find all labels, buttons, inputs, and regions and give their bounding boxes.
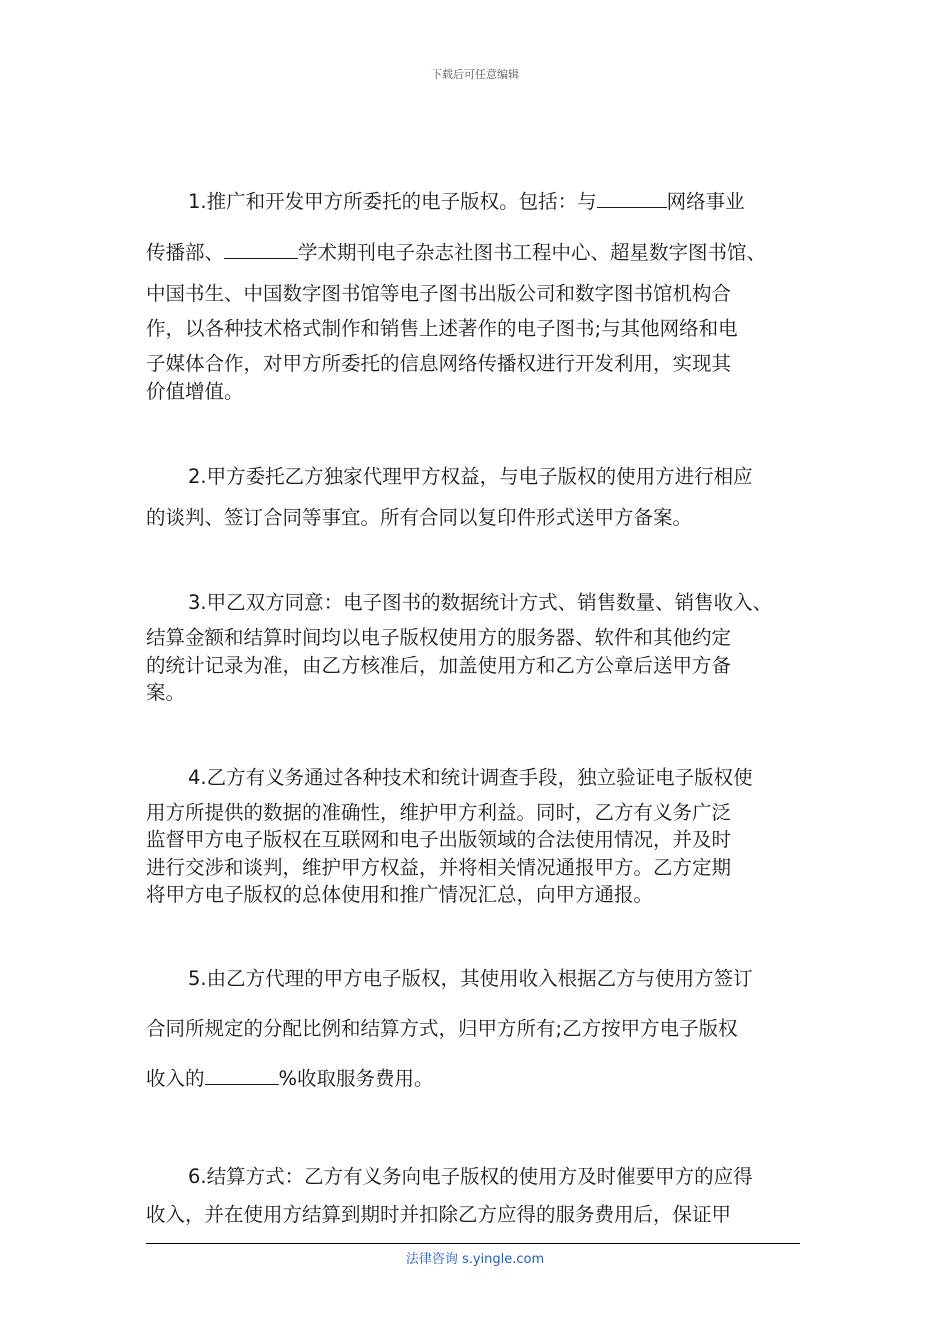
footer-divider [146, 1243, 800, 1244]
text-line: 监督甲方电子版权在互联网和电子出版领域的合法使用情况，并及时 [146, 828, 732, 851]
fill-blank [224, 239, 298, 259]
page-header: 下载后可任意编辑 [431, 68, 519, 81]
text-line: 合同所规定的分配比例和结算方式，归甲方所有;乙方按甲方电子版权 [146, 1017, 738, 1040]
text-line: 作，以各种技术格式制作和销售上述著作的电子图书;与其他网络和电 [146, 317, 738, 340]
text-line: 3.甲乙双方同意：电子图书的数据统计方式、销售数量、销售收入、 [188, 591, 773, 614]
text-line: 中国书生、中国数字图书馆等电子图书出版公司和数字图书馆机构合 [146, 282, 732, 305]
fill-blank [597, 188, 667, 208]
text-line: 进行交涉和谈判，维护甲方权益，并将相关情况通报甲方。乙方定期 [146, 856, 732, 879]
text-line: 将甲方电子版权的总体使用和推广情况汇总，向甲方通报。 [146, 883, 654, 906]
text-line: 价值增值。 [146, 380, 244, 403]
text-line: 2.甲方委托乙方独家代理甲方权益，与电子版权的使用方进行相应 [188, 465, 753, 488]
text-line: 1.推广和开发甲方所委托的电子版权。包括：与 网络事业 [188, 190, 745, 213]
text-line: 的谈判、签订合同等事宜。所有合同以复印件形式送甲方备案。 [146, 506, 693, 529]
footer-link[interactable]: 法律咨询 s.yingle.com [405, 1252, 545, 1267]
text-line: 案。 [146, 681, 186, 704]
text-line: 5.由乙方代理的甲方电子版权，其使用收入根据乙方与使用方签订 [188, 967, 753, 990]
text-line: 传播部、 学术期刊电子杂志社图书工程中心、超星数字图书馆、 [146, 241, 767, 264]
fill-blank [205, 1065, 279, 1085]
text-line: 子媒体合作，对甲方所委托的信息网络传播权进行开发利用，实现其 [146, 352, 732, 375]
text-line: 4.乙方有义务通过各种技术和统计调查手段，独立验证电子版权使 [188, 766, 753, 789]
text-line: 的统计记录为准，由乙方核准后，加盖使用方和乙方公章后送甲方备 [146, 654, 732, 677]
text-line: 收入，并在使用方结算到期时并扣除乙方应得的服务费用后，保证甲 [146, 1203, 732, 1226]
text-line: 结算金额和结算时间均以电子版权使用方的服务器、软件和其他约定 [146, 626, 732, 649]
text-line: 收入的 %收取服务费用。 [146, 1067, 434, 1090]
text-line: 用方所提供的数据的准确性，维护甲方利益。同时，乙方有义务广泛 [146, 801, 732, 824]
text-line: 6.结算方式：乙方有义务向电子版权的使用方及时催要甲方的应得 [188, 1165, 753, 1188]
